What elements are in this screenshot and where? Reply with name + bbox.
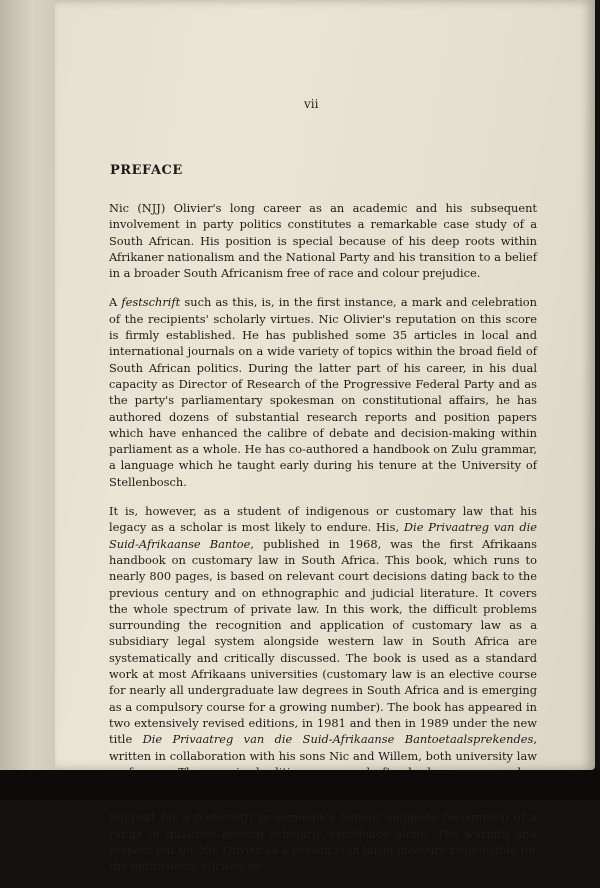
italic-term: festschrift	[121, 295, 181, 310]
paragraph-2	[109, 294, 537, 490]
book-title: Die Privaatreg van die Suid-Afrikaanse Bantoe	[109, 520, 538, 551]
paragraph-3	[109, 503, 537, 796]
text-run: in someone's honour suggests recognition of a range of qualities beyond scholarly excellence alone. The warmth and respect felt for Nic Olivier as a person is in large measure responsible for the enthusiasm elicited by	[109, 810, 537, 874]
text-run: It is, however, as a student of indigenous or customary law that his legacy as a scholar is most likely to endure. His,	[109, 504, 537, 535]
text-run: , written in collaboration with his sons Nic and Willem, both university law	[109, 732, 538, 763]
page-heading: PREFACE	[110, 163, 183, 178]
left-page-edge	[0, 0, 58, 800]
paragraph-1	[109, 200, 537, 281]
italic-term: festschrift	[194, 810, 254, 825]
paragraph-4	[109, 809, 537, 874]
text-run: Nic (NJJ) Olivier's long career as an academic and his subsequent involvement in party politics constitutes a remarkable case study of a South African. His position is special because of his deep roots within Afrikaner nationalism and the National Party and his transition to a belief in a broader South Africanism free of race and colour prejudice.	[109, 201, 537, 281]
text-run: Support for a	[109, 810, 195, 825]
background-shadow	[0, 770, 600, 800]
text-run: such as this, is, in the first instance, a mark and celebration of the recipients' scholarly virtues. Nic Olivier's reputation on this score is firmly established. He has published some 35 articles in local and international journals on a wide variety of topics within the broad field of South African politics. During the latter part of his career, in his dual capacity as Director of Research of the Progressive Federal Party and as the party's parliamentary spokesman on constitutional affairs, he has authored dozens of substantial research reports and position papers which have enhanced the calibre of debate and decision-making within parliament as a whole. He has co-authored a handbook on Zulu grammar, a language which he taught early during his tenure at the University of Stellenbosch.	[109, 295, 537, 489]
page-number: vii	[304, 97, 319, 111]
book-title: Die Privaatreg van die Suid-Afrikaanse Bantoetaalsprekendes	[142, 732, 534, 747]
text-run: , published in 1968, was the first Afrikaans handbook on customary law in South Africa. This book, which runs to nearly 800 pages, is based on relevant court decisions dating back to the previous century and on ethnographic and judicial literature. It covers the whole spectrum of private law. In this work, the difficult problems surrounding the recognition and application of customary law as a subsidiary legal system alongside western law in South Africa are systematically and critically discussed. The book is used as a standard work at most Afrikaans universities (customary law is an elective course for nearly all undergraduate law degrees in South Africa and is emerging as a compulsory course for a growing number). The book has appeared in two extensively revised editions, in 1981 and then in 1989 under the new title	[109, 536, 537, 747]
text-run: A	[109, 295, 122, 310]
